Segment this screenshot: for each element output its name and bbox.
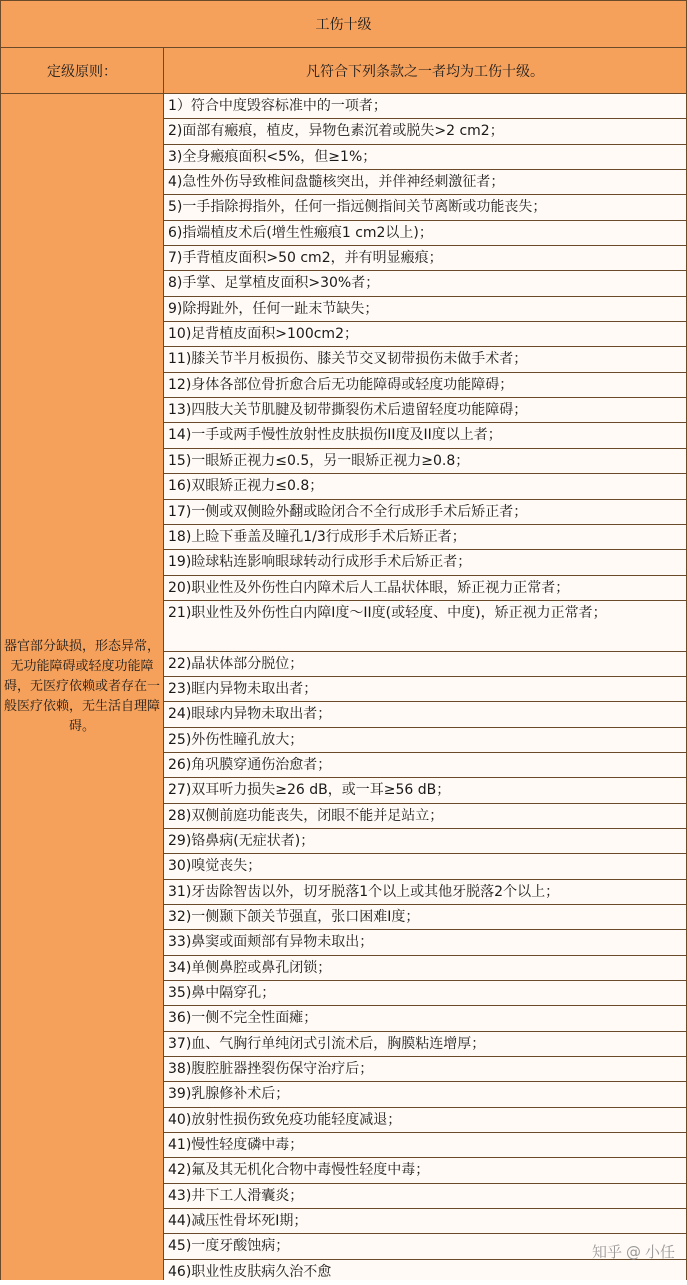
watermark-at: @ <box>625 1242 641 1261</box>
clause-row: 43)井下工人滑囊炎； <box>164 1184 686 1209</box>
watermark-site: 知乎 <box>591 1243 622 1261</box>
clause-row: 31)牙齿除智齿以外，切牙脱落1个以上或其他牙脱落2个以上； <box>164 880 686 905</box>
clause-row: 21)职业性及外伤性白内障I度～II度(或轻度、中度)，矫正视力正常者； <box>164 601 686 652</box>
clause-row: 14)一手或两手慢性放射性皮肤损伤II度及II度以上者； <box>164 423 686 448</box>
clause-row: 6)指端植皮术后(增生性瘢痕1 cm2以上)； <box>164 221 686 246</box>
clause-row: 39)乳腺修补术后； <box>164 1082 686 1107</box>
principle-label: 定级原则： <box>1 48 164 93</box>
clause-row: 2)面部有瘢痕，植皮，异物色素沉着或脱失>2 cm2； <box>164 119 686 144</box>
clause-row: 29)铬鼻病(无症状者)； <box>164 829 686 854</box>
clause-row: 10)足背植皮面积>100cm2； <box>164 322 686 347</box>
clause-row: 15)一眼矫正视力≤0.5，另一眼矫正视力≥0.8； <box>164 449 686 474</box>
condition-description-cell <box>1 94 164 1280</box>
principle-row <box>1 48 686 94</box>
clause-row: 40)放射性损伤致免疫功能轻度减退； <box>164 1108 686 1133</box>
clause-row: 18)上睑下垂盖及瞳孔1/3行成形手术后矫正者； <box>164 525 686 550</box>
clause-row: 20)职业性及外伤性白内障术后人工晶状体眼，矫正视力正常者； <box>164 576 686 601</box>
clause-row: 46)职业性皮肤病久治不愈 <box>168 1263 332 1280</box>
table-title: 工伤十级 <box>1 1 686 48</box>
clause-row: 26)角巩膜穿通伤治愈者； <box>164 753 686 778</box>
clause-row: 16)双眼矫正视力≤0.8； <box>164 474 686 499</box>
clause-row: 13)四肢大关节肌腱及韧带撕裂伤术后遗留轻度功能障碍； <box>164 398 686 423</box>
clause-row: 12)身体各部位骨折愈合后无功能障碍或轻度功能障碍； <box>164 373 686 398</box>
clause-row: 38)腹腔脏器挫裂伤保守治疗后； <box>164 1057 686 1082</box>
clause-row: 34)单侧鼻腔或鼻孔闭锁； <box>164 956 686 981</box>
clause-row: 44)减压性骨坏死I期； <box>164 1209 686 1234</box>
clause-row: 35)鼻中隔穿孔； <box>164 981 686 1006</box>
clause-row: 22)晶状体部分脱位； <box>164 652 686 677</box>
clause-row: 8)手掌、足掌植皮面积>30%者； <box>164 271 686 296</box>
clause-row: 36)一侧不完全性面瘫； <box>164 1006 686 1031</box>
clause-row: 11)膝关节半月板损伤、膝关节交叉韧带损伤未做手术者； <box>164 347 686 372</box>
clause-row: 45)一度牙酸蚀病； <box>164 1234 686 1259</box>
clause-row: 25)外伤性瞳孔放大； <box>164 728 686 753</box>
condition-description: 器官部分缺损，形态异常，无功能障碍或轻度功能障碍，无医疗依赖或者存在一般医疗依赖，无生活自理障碍。 <box>4 639 161 734</box>
clause-row: 1）符合中度毁容标准中的一项者； <box>164 94 686 119</box>
clause-row: 30)嗅觉丧失； <box>164 854 686 879</box>
clause-row: 17)一侧或双侧睑外翻或睑闭合不全行成形手术后矫正者； <box>164 500 686 525</box>
clause-row: 23)眶内异物未取出者； <box>164 677 686 702</box>
clause-row: 5)一手指除拇指外，任何一指远侧指间关节离断或功能丧失； <box>164 195 686 220</box>
clause-row: 42)氟及其无机化合物中毒慢性轻度中毒； <box>164 1158 686 1183</box>
clause-row: 37)血、气胸行单纯闭式引流术后，胸膜粘连增厚； <box>164 1032 686 1057</box>
principle-text: 凡符合下列条款之一者均为工伤十级。 <box>306 63 544 80</box>
watermark-user: 小任 <box>644 1243 675 1261</box>
clause-row: 7)手背植皮面积>50 cm2，并有明显瘢痕； <box>164 246 686 271</box>
clause-row: 24)眼球内异物未取出者； <box>164 702 686 727</box>
clause-row: 28)双侧前庭功能丧失，闭眼不能并足站立； <box>164 804 686 829</box>
clause-row: 41)慢性轻度磷中毒； <box>164 1133 686 1158</box>
clause-row: 4)急性外伤导致椎间盘髓核突出，并伴神经刺激征者； <box>164 170 686 195</box>
clause-row: 3)全身瘢痕面积<5%，但≥1%； <box>164 145 686 170</box>
clause-row: 19)睑球粘连影响眼球转动行成形手术后矫正者； <box>164 550 686 575</box>
clause-list <box>164 94 686 1280</box>
clause-row: 27)双耳听力损失≥26 dB，或一耳≥56 dB； <box>164 778 686 803</box>
clause-row: 32)一侧颞下颌关节强直，张口困难I度； <box>164 905 686 930</box>
clause-row: 9)除拇趾外，任何一趾末节缺失； <box>164 297 686 322</box>
clause-row: 33)鼻窦或面颊部有异物未取出； <box>164 930 686 955</box>
